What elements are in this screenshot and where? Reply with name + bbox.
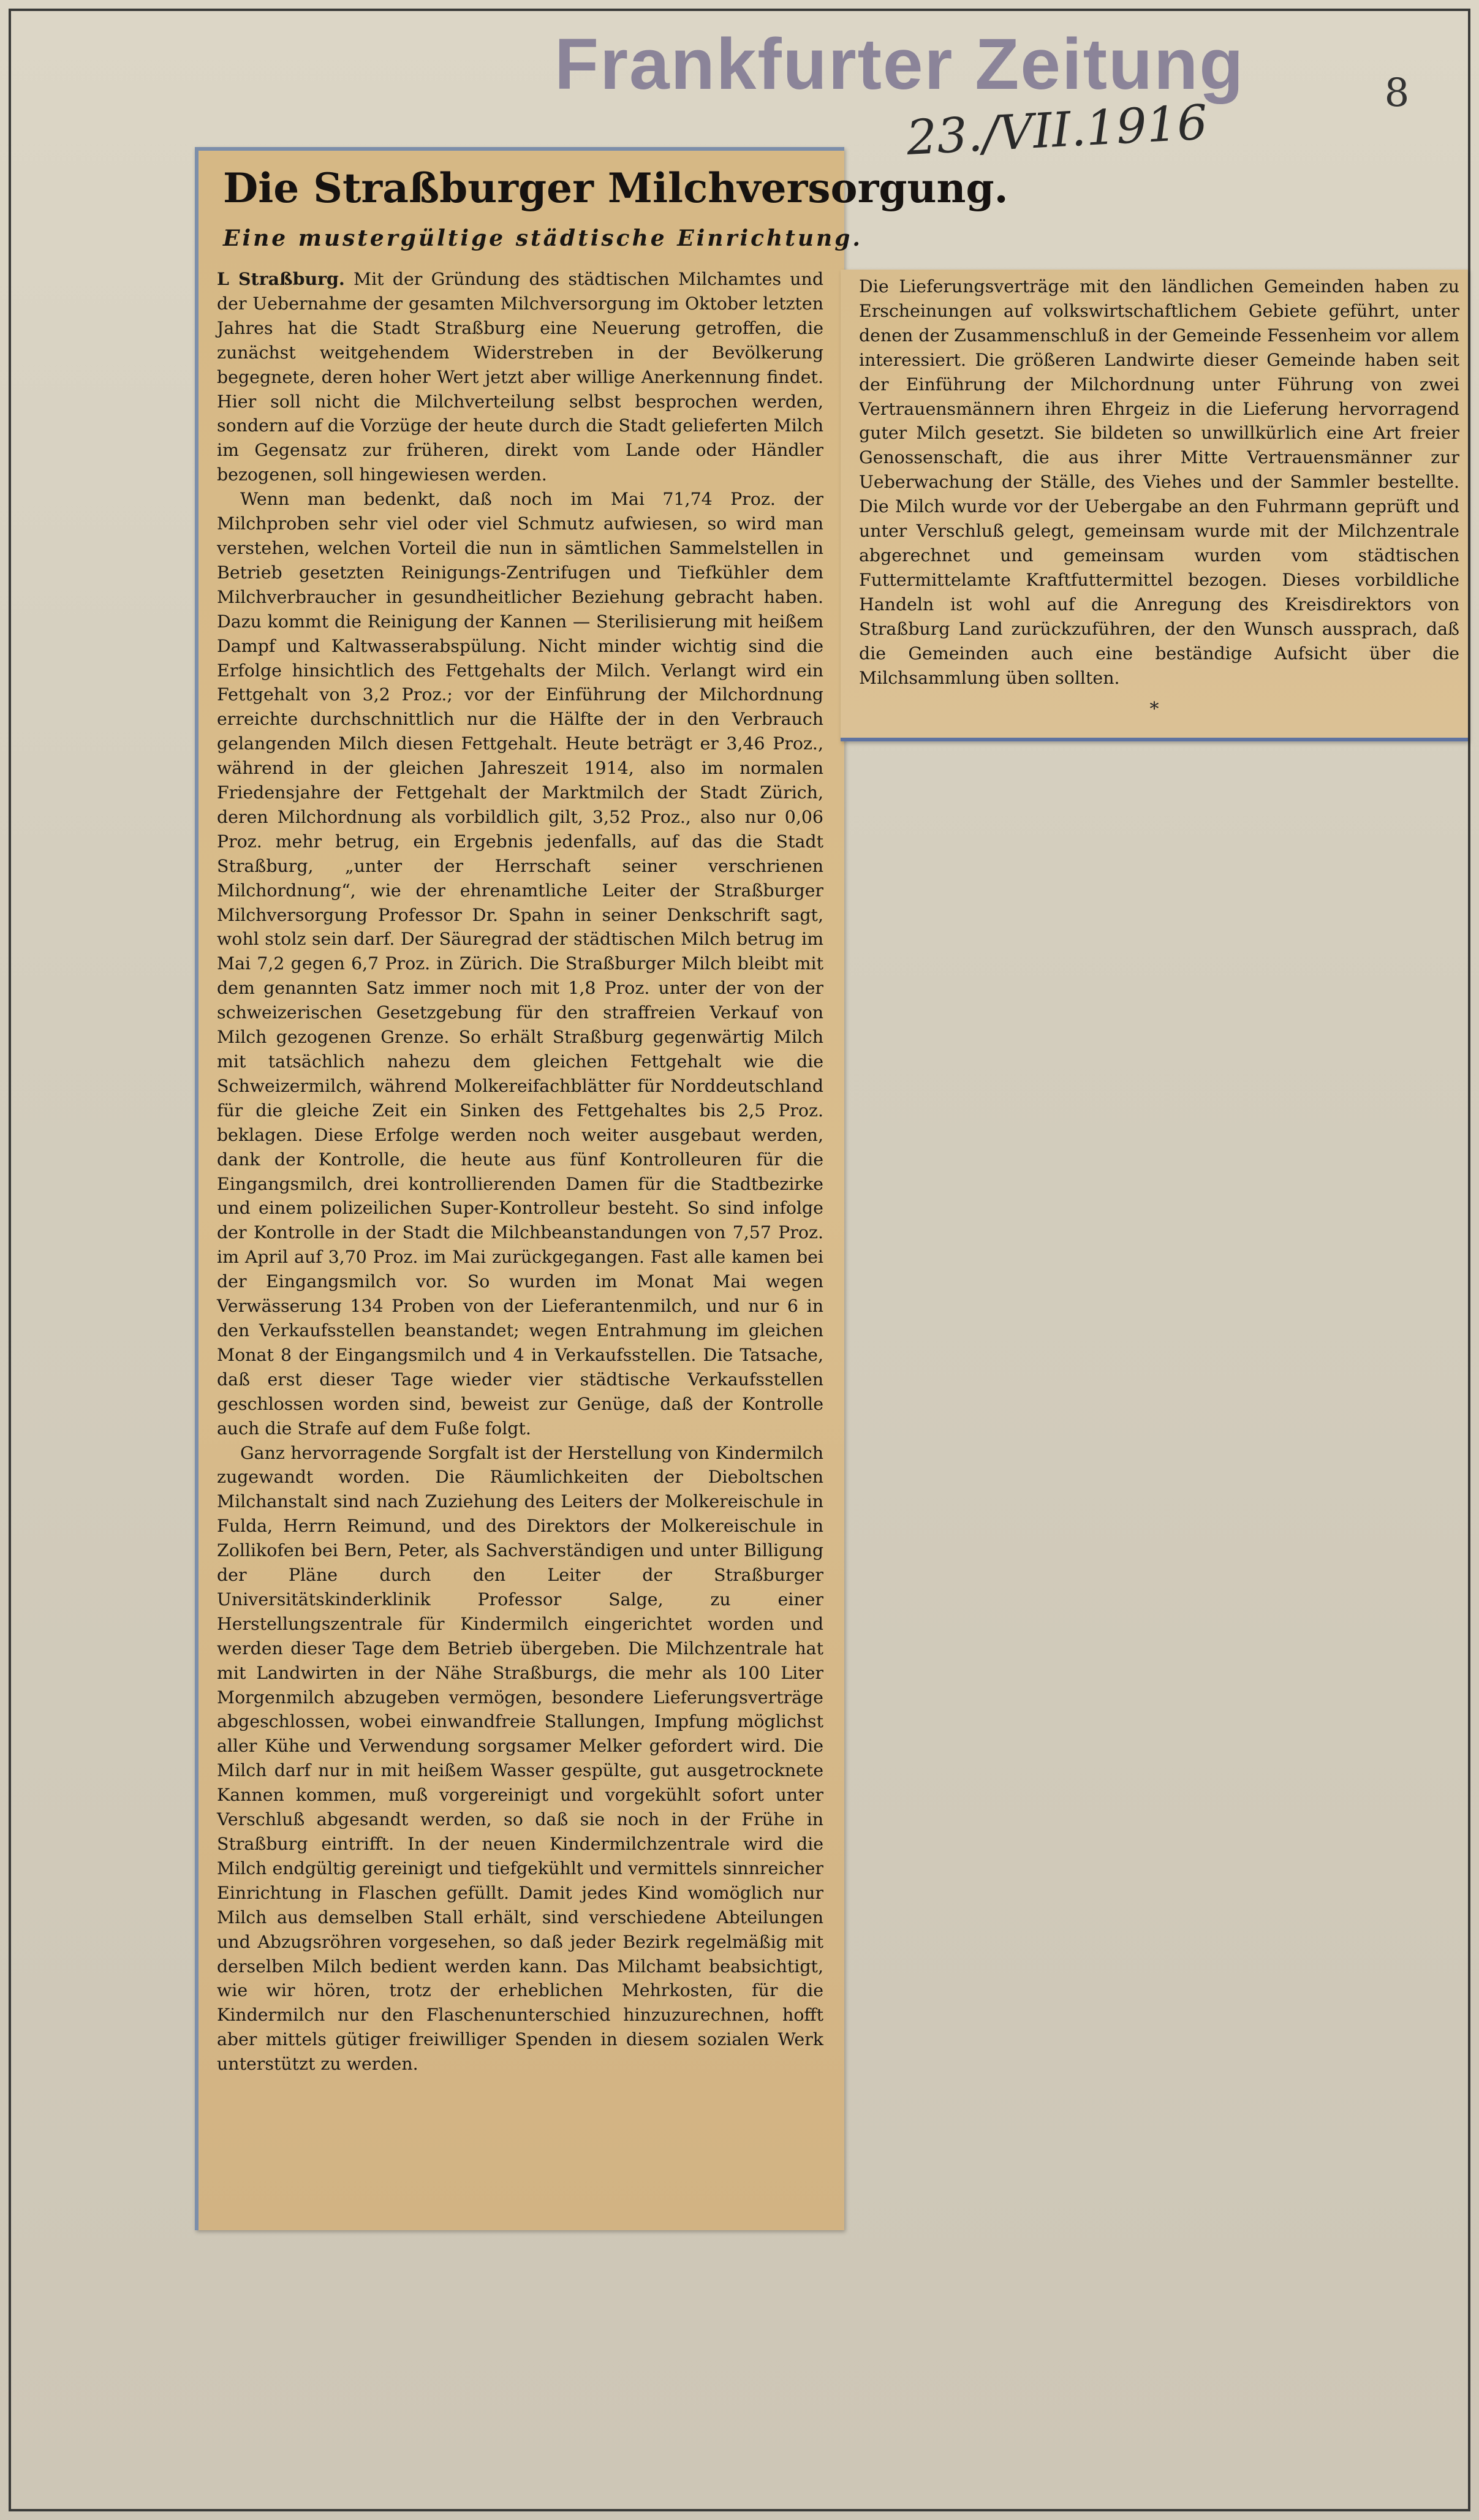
paragraph-text: Mit der Gründung des städtischen Milchamtes und der Uebernahme der gesamten Milchversorgung im Oktober letzten Jahres hat die Stadt Straßburg eine Neuerung getroffen, die zunächst weitgehendem Widerstreben in der Bevölkerung begegnete, deren hoher Wert jetzt aber willige Anerkennung findet. Hier soll nicht die Milchverteilung selbst besprochen werden, sondern auf die Vorzüge der heute durch die Stadt gelieferten Milch im Gegensatz zur früheren, direkt vom Lande oder Händler bezogenen, soll hingewiesen werden.	[217, 269, 823, 485]
continuation-paragraph: Die Lieferungsverträge mit den ländlichen Gemeinden haben zu Erscheinungen auf volkswirtschaftlichem Gebiete geführt, unter denen der Zusammenschluß in der Gemeinde Fessenheim vor allem interessiert. Die größeren Landwirte dieser Gemeinde haben seit der Einführung der Milchordnung unter Führung von zwei Vertrauensmännern ihren Ehrgeiz in die Lieferung hervorragend guter Milch gesetzt. Sie bildeten so unwillkürlich eine Art freier Genossenschaft, die aus ihrer Mitte Vertrauensmänner zur Ueberwachung der Ställe, des Viehes und der Sammler bestellte. Die Milch wurde vor der Uebergabe an den Fuhrmann geprüft und unter Verschluß gelegt, gemeinsam wurde mit der Milchzentrale abgerechnet und gemeinsam wurden vom städtischen Futtermittelamte Kraftfuttermittel bezogen. Dieses vorbildliche Handeln ist wohl auf die Anregung des Kreisdirektors von Straßburg Land zurückzuführen, der den Wunsch aussprach, daß die Gemeinden auch eine beständige Aufsicht über die Milchsammlung üben sollten.	[859, 276, 1459, 688]
article-paragraph-3: Ganz hervorragende Sorgfalt ist der Herstellung von Kindermilch zugewandt worden. Die Räumlichkeiten der Dieboltschen Milchanstalt sind nach Zuziehung des Leiters der Molkereischule in Fulda, Herrn Reimund, und des Direktors der Molkereischule in Zollikofen bei Bern, Peter, als Sachverständigen und unter Billigung der Pläne durch den Leiter der Straßburger Universitätskinderklinik Professor Salge, zu einer Herstellungszentrale für Kindermilch eingerichtet worden und werden dieser Tage dem Betrieb übergeben. Die Milchzentrale hat mit Landwirten in der Nähe Straßburgs, die mehr als 100 Liter Morgenmilch abzugeben vermögen, besondere Lieferungsverträge abgeschlossen, wobei einwandfreie Stallungen, Impfung möglichst aller Kühe und Verwendung sorgsamer Melker gefordert wird. Die Milch darf nur in mit heißem Wasser gespülte, gut ausgetrocknete Kannen kommen, muß vorgereinigt und vorgekühlt sofort unter Verschluß abgesandt werden, so daß sie noch in der Frühe in Straßburg eintrifft. In der neuen Kindermilchzentrale wird die Milch endgültig gereinigt und tiefgekühlt und vermittels sinnreicher Einrichtung in Flaschen gefüllt. Damit jedes Kind womöglich nur Milch aus demselben Stall erhält, sind verschiedene Abteilungen und Abzugsröhren vorgesehen, so daß jeder Bezirk regelmäßig mit derselben Milch bedient werden kann. Das Milchamt beabsichtigt, wie wir hören, trotz der erheblichen Mehrkosten, für die Kindermilch nur den Flaschenunterschied hinzuzurechnen, hofft aber mittels gütiger freiwilliger Spenden in diesem sozialen Werk unterstützt zu werden.	[217, 1442, 823, 2075]
newspaper-stamp: Frankfurter Zeitung	[554, 24, 1245, 105]
article-paragraph-1	[217, 267, 823, 487]
article-clipping-continuation	[841, 270, 1468, 741]
article-headline: Die Straßburger Milchversorgung.	[223, 164, 1008, 212]
page-number: 8	[1384, 70, 1410, 116]
dateline: L Straßburg.	[217, 268, 345, 289]
article-subheadline: Eine mustergültige städtische Einrichtung.	[223, 225, 863, 251]
handwritten-date: 23./VII.1916	[905, 95, 1209, 166]
article-clipping-main	[195, 147, 1008, 2230]
article-paragraph-2: Wenn man bedenkt, daß noch im Mai 71,74 Proz. der Milchproben sehr viel oder viel Schmutz aufwiesen, so wird man verstehen, welchen Vorteil die nun in sämtlichen Sammelstellen in Betrieb gesetzten Reinigungs-Zentrifugen und Tiefkühler dem Milchverbraucher in gesundheitlicher Beziehung gebracht haben. Dazu kommt die Reinigung der Kannen — Sterilisierung mit heißem Dampf und Kaltwasserabspülung. Nicht minder wichtig sind die Erfolge hinsichtlich des Fettgehalts der Milch. Verlangt wird ein Fettgehalt von 3,2 Proz.; vor der Einführung der Milchordnung erreichte durchschnittlich nur die Hälfte der in den Verbrauch gelangenden Milch diesen Fettgehalt. Heute beträgt er 3,46 Proz., während in der gleichen Jahreszeit 1914, also im normalen Friedensjahre der Fettgehalt der Marktmilch der Stadt Zürich, deren Milchordnung als vorbildlich gilt, 3,52 Proz., also nur 0,06 Proz. mehr betrug, ein Ergebnis jedenfalls, auf das die Stadt Straßburg, „unter der Herrschaft seiner verschrienen Milchordnung“, wie der ehrenamtliche Leiter der Straßburger Milchversorgung Professor Dr. Spahn in seiner Denkschrift sagt, wohl stolz sein darf. Der Säuregrad der städtischen Milch betrug im Mai 7,2 gegen 6,7 Proz. in Zürich. Die Straßburger Milch bleibt mit dem genannten Satz immer noch mit 1,8 Proz. unter der von der schweizerischen Gesetzgebung für den straffreien Verkauf von Milch gezogenen Grenze. So erhält Straßburg gegenwärtig Milch mit tatsächlich nahezu dem gleichen Fettgehalt wie die Schweizermilch, während Molkereifachblätter für Norddeutschland für die gleiche Zeit ein Sinken des Fettgehaltes bis 2,5 Proz. beklagen. Diese Erfolge werden noch weiter ausgebaut werden, dank der Kontrolle, die heute aus fünf Kontrolleuren für die Eingangsmilch, drei kontrollierenden Damen für die Stadtbezirke und einem polizeilichen Super-Kontrolleur besteht. So sind infolge der Kontrolle in der Stadt die Milchbeanstandungen von 7,57 Proz. im April auf 3,70 Proz. im Mai zurückgegangen. Fast alle kamen bei der Eingangsmilch vor. So wurden im Monat Mai wegen Verwässerung 134 Proben von der Lieferantenmilch, und nur 6 in den Verkaufsstellen beanstandet; wegen Entrahmung im gleichen Monat 8 der Eingangsmilch und 4 in Verkaufsstellen. Die Tatsache, daß erst dieser Tage wieder vier städtische Verkaufsstellen geschlossen worden sind, beweist zur Genüge, daß der Kontrolle auch die Strafe auf dem Fuße folgt.	[217, 489, 823, 1439]
end-mark: *	[1149, 698, 1159, 720]
continuation-body	[859, 274, 1459, 690]
article-body	[217, 267, 823, 2076]
